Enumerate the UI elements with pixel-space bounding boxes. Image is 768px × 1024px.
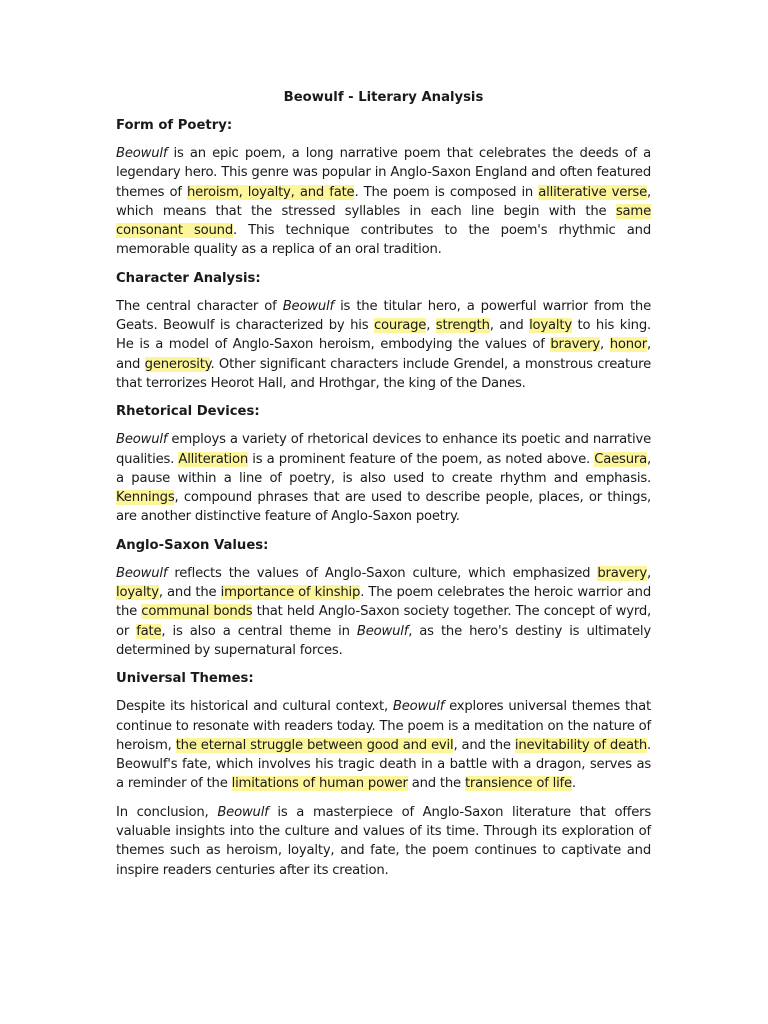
text-run: . Beowulf's fate, which involves his tragic death in a battle with a dragon, serves as a reminder of the (116, 737, 651, 792)
section-heading: Character Analysis: (116, 270, 261, 286)
document-title: Beowulf - Literary Analysis (283, 90, 484, 105)
text-run: and the (407, 776, 465, 792)
body-paragraph (116, 430, 651, 526)
text-run: that held Anglo-Saxon society together. The concept of wyrd, or (116, 604, 651, 639)
text-run: , is also a central theme in (161, 623, 357, 639)
text-run: reflects the values of Anglo-Saxon culture, which emphasized (167, 565, 598, 581)
text-run: , (426, 318, 436, 334)
highlighted-phrase: honor (609, 337, 647, 353)
text-run: employs a variety of rhetorical devices to enhance its poetic and narrative qualities. (116, 432, 651, 467)
text-run: Despite its historical and cultural context, (116, 699, 393, 715)
highlighted-phrase: importance of kinship (220, 585, 361, 601)
text-run: is an epic poem, a long narrative poem that celebrates the deeds of a legendary hero. This genre was popular in Anglo-Saxon England and often featured themes of (116, 146, 651, 200)
text-run: . (571, 776, 576, 792)
highlighted-phrase: inevitability of death (514, 737, 647, 753)
text-run: . Other significant characters include Grendel, a monstrous creature that terrorizes Heorot Hall, and Hrothgar, the king of the Danes. (116, 356, 651, 391)
highlighted-phrase: loyalty (529, 318, 572, 334)
highlighted-phrase: bravery (597, 565, 647, 581)
section-heading: Rhetorical Devices: (116, 404, 260, 420)
body-paragraph (116, 564, 651, 660)
highlighted-phrase: fate (136, 623, 162, 639)
text-run: to his king. He is a model of Anglo-Saxon heroism, embodying the values of (116, 318, 651, 353)
text-run: explores universal themes that continue to resonate with readers today. The poem is a meditation on the nature of heroism, (116, 699, 651, 753)
body-paragraph (116, 297, 651, 393)
text-run: The central character of (116, 298, 283, 314)
text-run: , and (116, 337, 651, 372)
text-run: , (647, 565, 651, 581)
italic-title: Beowulf (392, 699, 445, 715)
highlighted-phrase: bravery (550, 337, 600, 353)
text-run: is a masterpiece of Anglo-Saxon literature that offers valuable insights into the culture and values of its time. Through its exploration of themes such as heroism, loyalty, and fate, the poem continues to captivate and inspire readers centuries after its creation. (116, 804, 652, 878)
highlighted-phrase: loyalty (116, 585, 159, 601)
italic-title: Beowulf (116, 146, 168, 161)
body-paragraph (116, 697, 651, 793)
section-heading: Universal Themes: (116, 671, 254, 687)
body-paragraph (116, 144, 651, 260)
italic-title: Beowulf (217, 804, 269, 820)
text-run: . The poem celebrates the heroic warrior and the (116, 585, 651, 620)
section-heading: Anglo-Saxon Values: (116, 537, 269, 553)
text-run: , and the (453, 737, 515, 753)
italic-title: Beowulf (356, 623, 409, 639)
text-run: , and (489, 318, 530, 334)
text-run: . The poem is composed in (354, 184, 539, 200)
highlighted-phrase: communal bonds (141, 604, 253, 620)
text-run: In conclusion, (116, 804, 218, 820)
section-heading: Form of Poetry: (116, 118, 233, 133)
text-run: is the titular hero, a powerful warrior from the Geats. Beowulf is characterized by his (116, 298, 651, 334)
highlighted-phrase: Kennings (116, 490, 175, 506)
highlighted-phrase: alliterative verse (538, 184, 647, 200)
text-run: , and the (158, 585, 221, 601)
highlighted-phrase: heroism, loyalty, and fate (186, 184, 355, 200)
highlighted-phrase: courage (373, 318, 427, 334)
highlighted-phrase: strength (435, 318, 490, 334)
text-run: is a prominent feature of the poem, as noted above. (248, 451, 595, 467)
highlighted-phrase: generosity (144, 356, 211, 372)
text-run: , (600, 337, 610, 353)
highlighted-phrase: limitations of human power (231, 776, 408, 792)
document-body (116, 116, 651, 880)
highlighted-phrase: Caesura (594, 451, 647, 467)
body-paragraph (116, 803, 651, 880)
highlighted-phrase: same consonant sound (116, 203, 651, 239)
italic-title: Beowulf (116, 432, 168, 448)
text-run: . This technique contributes to the poem's rhythmic and memorable quality as a replica of an oral tradition. (116, 223, 651, 258)
highlighted-phrase: the eternal struggle between good and evil (175, 737, 454, 753)
text-run: , which means that the stressed syllables in each line begin with the (116, 184, 651, 219)
italic-title: Beowulf (116, 565, 168, 581)
italic-title: Beowulf (282, 298, 334, 314)
text-run: , as the hero's destiny is ultimately determined by supernatural forces. (116, 623, 651, 658)
text-run: , a pause within a line of poetry, is also used to create rhythm and emphasis. (116, 451, 651, 486)
highlighted-phrase: Alliteration (178, 451, 249, 467)
text-run: , compound phrases that are used to describe people, places, or things, are another distinctive feature of Anglo-Saxon poetry. (116, 490, 651, 525)
highlighted-phrase: transience of life (464, 776, 572, 792)
